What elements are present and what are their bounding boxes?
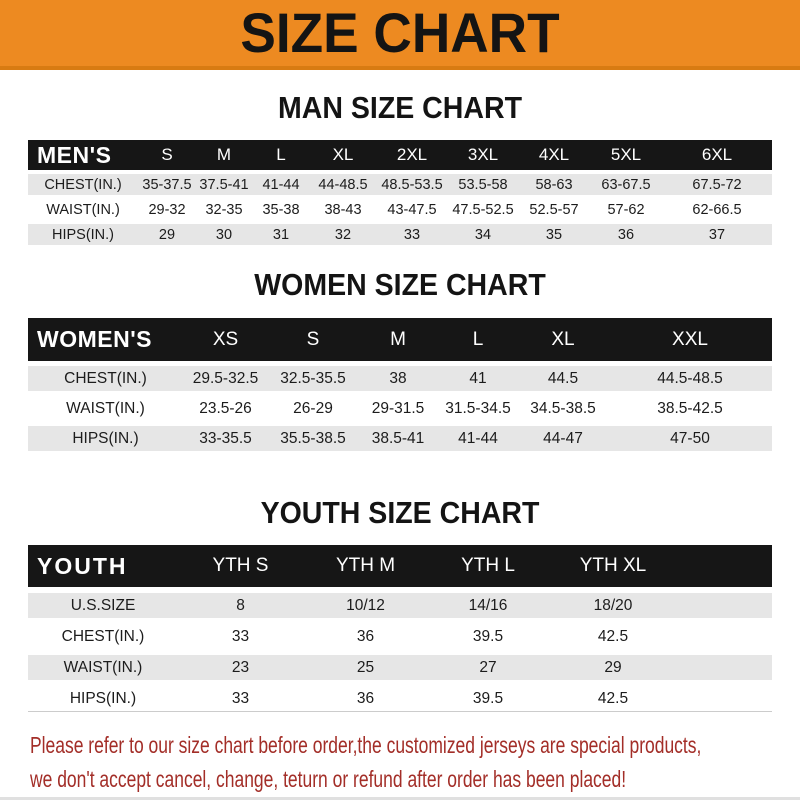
value-cell: 29.5-32.5 — [183, 364, 268, 394]
value-cell: 29 — [548, 652, 678, 683]
value-cell: 38.5-42.5 — [608, 394, 772, 424]
row-label-cell: WAIST(IN.) — [28, 652, 178, 683]
column-header-cell: XS — [183, 318, 268, 364]
men-section-heading: MAN SIZE CHART — [277, 90, 523, 125]
disclaimer-line-1: Please refer to our size chart before order,the customized jerseys are special products, — [30, 732, 702, 758]
order-disclaimer — [30, 728, 800, 796]
value-cell: 8 — [178, 590, 303, 621]
value-cell: 67.5-72 — [662, 172, 772, 197]
value-cell: 29-32 — [138, 197, 196, 222]
value-cell: 29-31.5 — [358, 394, 438, 424]
column-header-cell: YTH M — [303, 545, 428, 590]
value-cell: 31 — [252, 222, 310, 245]
value-cell: 14/16 — [428, 590, 548, 621]
filler-cell — [678, 683, 772, 712]
value-cell: 36 — [590, 222, 662, 245]
value-cell: 32 — [310, 222, 376, 245]
value-cell: 36 — [303, 683, 428, 712]
value-cell: 48.5-53.5 — [376, 172, 448, 197]
value-cell: 42.5 — [548, 621, 678, 652]
value-cell: 29 — [138, 222, 196, 245]
row-label-cell: HIPS(IN.) — [28, 424, 183, 452]
value-cell: 43-47.5 — [376, 197, 448, 222]
value-cell: 57-62 — [590, 197, 662, 222]
page-title: SIZE CHART — [240, 1, 560, 64]
value-cell: 33 — [178, 683, 303, 712]
value-cell: 34.5-38.5 — [518, 394, 608, 424]
column-header-cell: YTH XL — [548, 545, 678, 590]
value-cell: 32-35 — [196, 197, 252, 222]
column-header-cell: M — [358, 318, 438, 364]
value-cell: 53.5-58 — [448, 172, 518, 197]
value-cell: 32.5-35.5 — [268, 364, 358, 394]
value-cell: 44.5 — [518, 364, 608, 394]
value-cell: 62-66.5 — [662, 197, 772, 222]
value-cell: 33 — [178, 621, 303, 652]
men-size-table — [28, 140, 772, 245]
women-section-heading: WOMEN SIZE CHART — [254, 267, 546, 302]
column-header-cell: M — [196, 140, 252, 172]
table-row — [28, 197, 772, 222]
value-cell: 27 — [428, 652, 548, 683]
value-cell: 47-50 — [608, 424, 772, 452]
value-cell: 25 — [303, 652, 428, 683]
table-row — [28, 222, 772, 245]
table-row — [28, 652, 772, 683]
filler-cell — [678, 621, 772, 652]
table-title-cell: WOMEN'S — [28, 318, 183, 364]
table-title-cell: MEN'S — [28, 140, 138, 172]
value-cell: 44.5-48.5 — [608, 364, 772, 394]
value-cell: 35 — [518, 222, 590, 245]
value-cell: 30 — [196, 222, 252, 245]
value-cell: 41-44 — [438, 424, 518, 452]
column-header-cell: YTH S — [178, 545, 303, 590]
value-cell: 41 — [438, 364, 518, 394]
table-row — [28, 590, 772, 621]
table-title-cell: YOUTH — [28, 545, 178, 590]
column-header-cell: L — [252, 140, 310, 172]
row-label-cell: CHEST(IN.) — [28, 364, 183, 394]
value-cell: 18/20 — [548, 590, 678, 621]
size-chart-banner — [0, 0, 800, 70]
men-size-section — [0, 90, 800, 245]
value-cell: 23.5-26 — [183, 394, 268, 424]
row-label-cell: WAIST(IN.) — [28, 394, 183, 424]
filler-cell — [678, 652, 772, 683]
value-cell: 38.5-41 — [358, 424, 438, 452]
youth-size-table — [28, 545, 772, 712]
value-cell: 41-44 — [252, 172, 310, 197]
value-cell: 33 — [376, 222, 448, 245]
value-cell: 42.5 — [548, 683, 678, 712]
column-header-cell: S — [268, 318, 358, 364]
column-header-cell: XXL — [608, 318, 772, 364]
value-cell: 58-63 — [518, 172, 590, 197]
filler-cell — [678, 545, 772, 590]
value-cell: 63-67.5 — [590, 172, 662, 197]
value-cell: 44-47 — [518, 424, 608, 452]
table-row — [28, 364, 772, 394]
women-size-table — [28, 318, 772, 451]
filler-cell — [678, 590, 772, 621]
column-header-cell: L — [438, 318, 518, 364]
column-header-cell: 5XL — [590, 140, 662, 172]
column-header-cell: 2XL — [376, 140, 448, 172]
women-size-section — [0, 267, 800, 451]
table-header-row — [28, 318, 772, 364]
disclaimer-line-2: we don't accept cancel, change, teturn or refund after order has been placed! — [30, 766, 627, 792]
row-label-cell: HIPS(IN.) — [28, 222, 138, 245]
row-label-cell: U.S.SIZE — [28, 590, 178, 621]
value-cell: 36 — [303, 621, 428, 652]
value-cell: 39.5 — [428, 621, 548, 652]
value-cell: 39.5 — [428, 683, 548, 712]
value-cell: 38 — [358, 364, 438, 394]
value-cell: 35.5-38.5 — [268, 424, 358, 452]
value-cell: 35-38 — [252, 197, 310, 222]
value-cell: 37 — [662, 222, 772, 245]
column-header-cell: 3XL — [448, 140, 518, 172]
column-header-cell: YTH L — [428, 545, 548, 590]
table-header-row — [28, 140, 772, 172]
row-label-cell: CHEST(IN.) — [28, 621, 178, 652]
table-row — [28, 394, 772, 424]
row-label-cell: CHEST(IN.) — [28, 172, 138, 197]
value-cell: 37.5-41 — [196, 172, 252, 197]
value-cell: 44-48.5 — [310, 172, 376, 197]
column-header-cell: XL — [310, 140, 376, 172]
value-cell: 34 — [448, 222, 518, 245]
value-cell: 52.5-57 — [518, 197, 590, 222]
row-label-cell: HIPS(IN.) — [28, 683, 178, 712]
value-cell: 47.5-52.5 — [448, 197, 518, 222]
row-label-cell: WAIST(IN.) — [28, 197, 138, 222]
column-header-cell: 6XL — [662, 140, 772, 172]
table-row — [28, 424, 772, 452]
column-header-cell: 4XL — [518, 140, 590, 172]
value-cell: 23 — [178, 652, 303, 683]
value-cell: 31.5-34.5 — [438, 394, 518, 424]
value-cell: 38-43 — [310, 197, 376, 222]
youth-section-heading: YOUTH SIZE CHART — [260, 495, 540, 530]
value-cell: 35-37.5 — [138, 172, 196, 197]
value-cell: 10/12 — [303, 590, 428, 621]
table-row — [28, 683, 772, 712]
youth-size-section — [0, 495, 800, 712]
table-header-row — [28, 545, 772, 590]
column-header-cell: XL — [518, 318, 608, 364]
table-row — [28, 621, 772, 652]
value-cell: 26-29 — [268, 394, 358, 424]
table-row — [28, 172, 772, 197]
column-header-cell: S — [138, 140, 196, 172]
value-cell: 33-35.5 — [183, 424, 268, 452]
